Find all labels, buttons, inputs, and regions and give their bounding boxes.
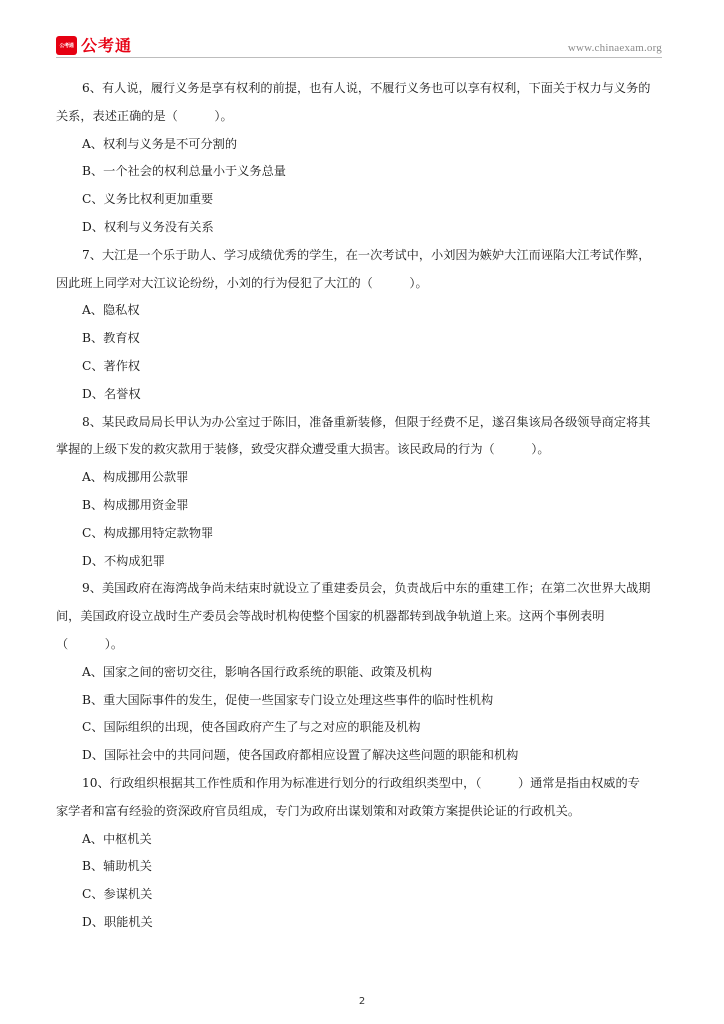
option-a: A、权利与义务是不可分割的 [82, 136, 238, 151]
page-number: 2 [358, 996, 366, 1007]
option-c: C、著作权 [82, 358, 141, 373]
option-c: C、义务比权利更加重要 [82, 192, 214, 207]
header-divider [56, 57, 662, 58]
option-d: D、国际社会中的共同问题，使各国政府都相应设置了解决这些问题的职能和机构 [82, 748, 519, 763]
question-stem-line: 间，美国政府设立战时生产委员会等战时机构使整个国家的机器都转到战争轨道上来。这两个事例表明 [56, 609, 605, 624]
site-url: www.chinaexam.org [567, 42, 662, 54]
option-c: C、参谋机关 [82, 887, 153, 902]
option-a: A、国家之间的密切交往，影响各国行政系统的职能、政策及机构 [82, 664, 433, 679]
option-d: D、不构成犯罪 [82, 553, 165, 568]
option-b: B、一个社会的权利总量小于义务总量 [82, 164, 286, 179]
option-a: A、隐私权 [82, 303, 140, 318]
option-b: B、构成挪用资金罪 [82, 497, 189, 512]
question-stem-line: 8、某民政局局长甲认为办公室过于陈旧，准备重新装修，但限于经费不足，遂召集该局各级领导商定将其 [82, 414, 651, 429]
option-b: B、辅助机关 [82, 859, 152, 874]
question-10 [56, 770, 668, 937]
option-b: B、教育权 [82, 331, 140, 346]
question-stem-line: （ ）。 [56, 636, 124, 651]
question-stem-line: 关系，表述正确的是（ ）。 [56, 108, 233, 123]
question-6 [56, 75, 668, 242]
question-stem-line: 掌握的上级下发的救灾款用于装修，致受灾群众遭受重大损害。该民政局的行为（ ）。 [56, 442, 550, 457]
question-stem-line: 家学者和富有经验的资深政府官员组成，专门为政府出谋划策和对政策方案提供论证的行政机关。 [56, 803, 581, 818]
question-stem-line: 7、大江是一个乐于助人、学习成绩优秀的学生，在一次考试中，小刘因为嫉妒大江而诬陷大江考试作弊， [82, 247, 651, 262]
option-c: C、国际组织的出现，使各国政府产生了与之对应的职能及机构 [82, 720, 421, 735]
question-stem-line: 6、有人说，履行义务是享有权利的前提，也有人说，不履行义务也可以享有权利，下面关于权力与义务的 [82, 81, 651, 95]
option-d: D、权利与义务没有关系 [82, 219, 214, 234]
option-d: D、职能机关 [82, 914, 153, 929]
question-stem-line: 9、美国政府在海湾战争尚未结束时就设立了重建委员会，负责战后中东的重建工作；在第二次世界大战期 [82, 581, 651, 596]
option-b: B、重大国际事件的发生，促使一些国家专门设立处理这些事件的临时性机构 [82, 692, 494, 707]
question-7 [56, 242, 668, 409]
question-8 [56, 409, 668, 576]
question-list [56, 75, 668, 937]
option-a: A、构成挪用公款罪 [82, 470, 189, 485]
question-stem-line: 因此班上同学对大江议论纷纷，小刘的行为侵犯了大江的（ ）。 [56, 275, 428, 290]
logo-mark: 公考通 [56, 36, 77, 55]
logo-text: 公考通 [81, 36, 133, 55]
option-a: A、中枢机关 [82, 831, 152, 846]
option-c: C、构成挪用特定款物罪 [82, 525, 214, 540]
page-header [56, 36, 662, 58]
question-stem-line: 10、行政组织根据其工作性质和作用为标准进行划分的行政组织类型中，（ ）通常是指由权威的专 [82, 775, 640, 790]
option-d: D、名誉权 [82, 386, 141, 401]
brand-logo [56, 36, 132, 55]
question-9 [56, 575, 668, 770]
